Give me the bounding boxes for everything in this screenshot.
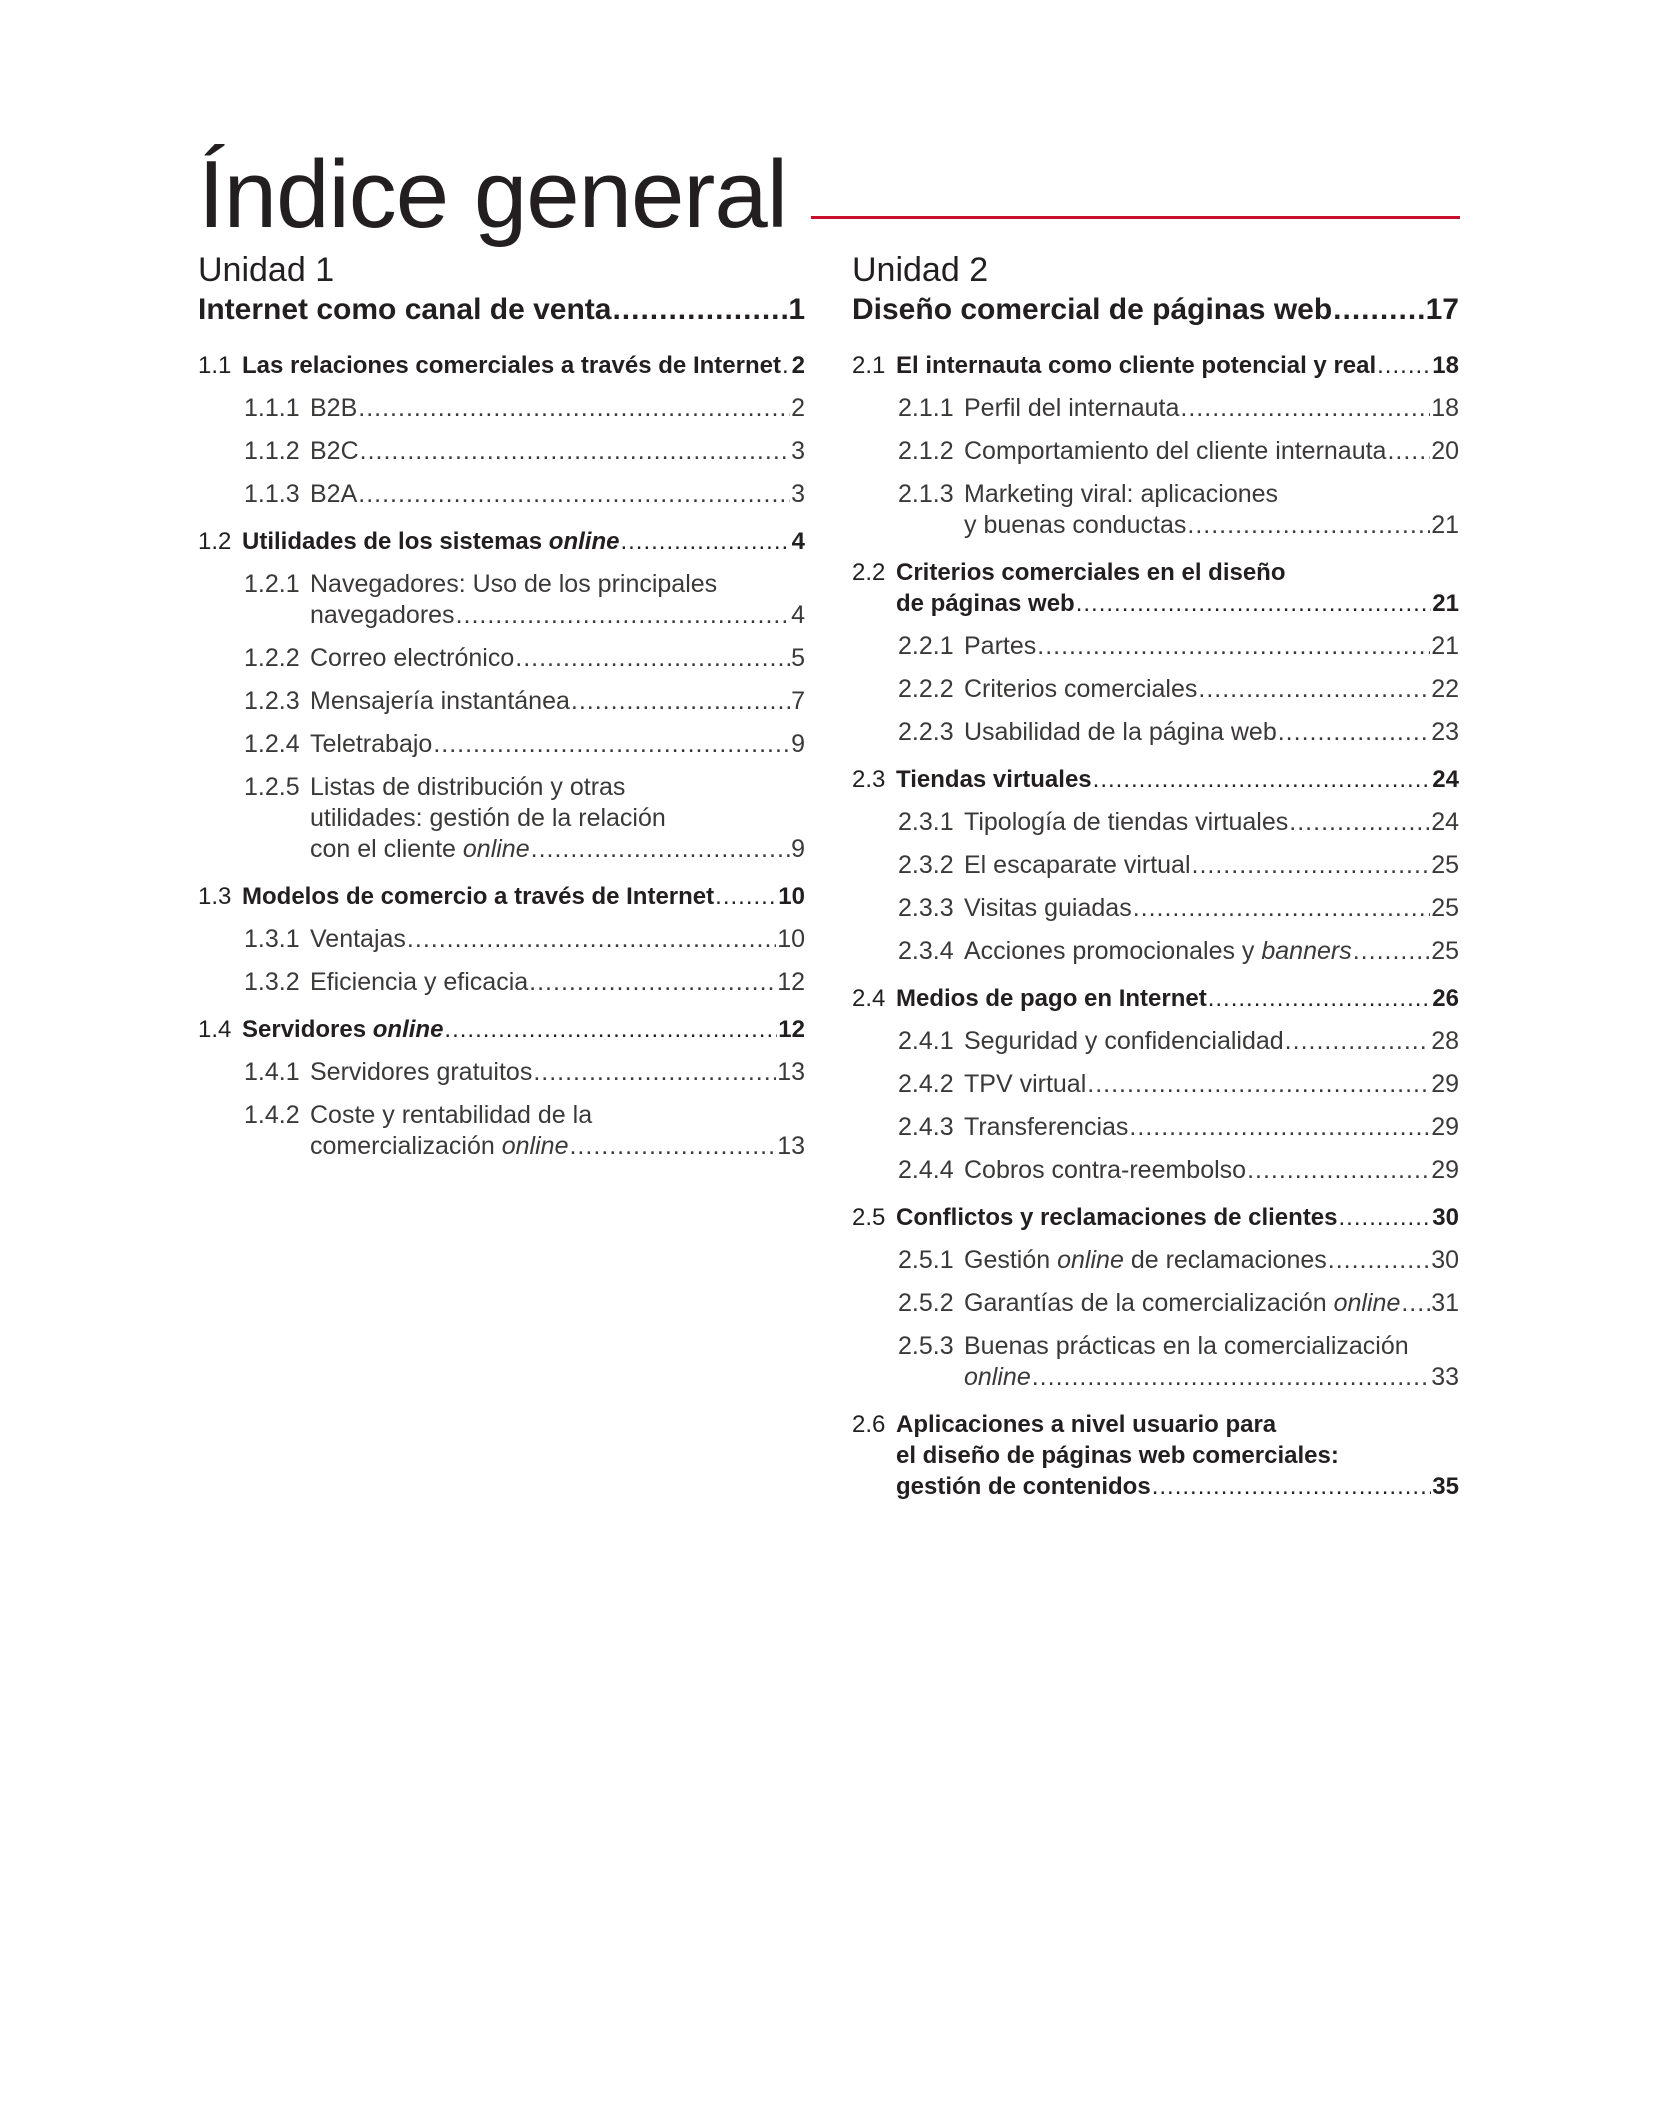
page-number: 2 [791, 352, 805, 379]
section-number: 1.1.3 [244, 480, 300, 508]
section-number: 2.4.3 [898, 1113, 954, 1141]
leader-dots [360, 436, 790, 467]
section-number: 2.4.2 [898, 1070, 954, 1098]
section-title: Medios de pago en Internet [896, 985, 1207, 1012]
toc-entry-1-2[interactable] [198, 526, 805, 557]
section-title: El internauta como cliente potencial y real [896, 352, 1377, 379]
section-title: Seguridad y confidencialidad [964, 1027, 1284, 1055]
page-number: 21 [1432, 590, 1459, 617]
leader-dots [531, 834, 790, 865]
section-number: 2.5 [852, 1204, 886, 1231]
toc-entry-1-2-2[interactable] [198, 643, 805, 674]
toc-entry-1-1-3[interactable] [198, 479, 805, 510]
leader-dots [1328, 1245, 1430, 1276]
toc-entry-1-3[interactable] [198, 881, 805, 912]
section-number: 2.4.4 [898, 1156, 954, 1184]
leader-dots [620, 526, 790, 557]
toc-entry-2-4-1[interactable] [852, 1026, 1459, 1057]
page-number: 4 [791, 528, 805, 555]
section-title: Navegadores: Uso de los principales [310, 570, 718, 598]
section-title: Transferencias [964, 1113, 1129, 1141]
leader-dots [1133, 893, 1430, 924]
leader-dots [1152, 1471, 1432, 1502]
leader-dots [715, 881, 777, 912]
section-number: 1.1.1 [244, 394, 300, 422]
section-title: Criterios comerciales [964, 675, 1198, 703]
page-number: 10 [778, 883, 805, 910]
section-number: 1.2.3 [244, 687, 300, 715]
section-number: 2.3 [852, 766, 886, 793]
section-title: B2A [310, 480, 358, 508]
page-number: 13 [777, 1058, 805, 1086]
section-number: 2.6 [852, 1411, 886, 1438]
section-title-cont: navegadores [310, 601, 455, 629]
toc-entry-2-5-2[interactable] [852, 1288, 1459, 1319]
toc-entry-1-4-2[interactable] [198, 1100, 805, 1162]
page-number: 24 [1432, 766, 1459, 793]
section-number: 2.4 [852, 985, 886, 1012]
section-title: Tipología de tiendas virtuales [964, 808, 1289, 836]
section-title: Perfil del internauta [964, 394, 1180, 422]
leader-dots [1093, 764, 1432, 795]
section-number: 2.2 [852, 559, 886, 586]
leader-dots [1401, 1288, 1430, 1319]
section-number: 2.3.1 [898, 808, 954, 836]
section-number: 2.1 [852, 352, 886, 379]
section-title-cont: con el cliente online [310, 835, 530, 863]
section-number: 2.2.1 [898, 632, 954, 660]
section-title-cont: de páginas web [896, 590, 1075, 617]
section-number: 2.5.3 [898, 1332, 954, 1360]
section-title: Modelos de comercio a través de Internet [242, 883, 715, 910]
leader-dots [444, 1014, 777, 1045]
section-number: 1.3.2 [244, 968, 300, 996]
page-number: 25 [1431, 894, 1459, 922]
section-title: Servidores online [242, 1016, 444, 1043]
section-number: 1.2.5 [244, 773, 300, 801]
toc-entry-2-4-2[interactable] [852, 1069, 1459, 1100]
unit-title-link[interactable] [198, 290, 805, 330]
page-number: 18 [1431, 394, 1459, 422]
leader-dots [1289, 807, 1430, 838]
page-number: 23 [1431, 718, 1459, 746]
section-title: Acciones promocionales y banners [964, 937, 1352, 965]
leader-dots [1208, 983, 1432, 1014]
toc-entry-1-1-1[interactable] [198, 393, 805, 424]
page-number: 22 [1431, 675, 1459, 703]
section-number: 1.4.2 [244, 1101, 300, 1129]
page-number: 26 [1432, 985, 1459, 1012]
page-number: 9 [791, 730, 805, 758]
section-title: Marketing viral: aplicaciones [964, 480, 1279, 508]
page-number: 17 [1425, 293, 1459, 326]
section-number: 2.2.2 [898, 675, 954, 703]
toc-entry-2-1-2[interactable] [852, 436, 1459, 467]
leader-dots [1333, 290, 1424, 330]
leader-dots [782, 350, 791, 381]
leader-dots [433, 729, 790, 760]
toc-entry-2-2[interactable] [852, 557, 1459, 619]
title-rule [811, 216, 1460, 219]
section-number: 1.2.2 [244, 644, 300, 672]
page-number: 31 [1431, 1289, 1459, 1317]
leader-dots [612, 290, 787, 330]
toc-entry-2-1-1[interactable] [852, 393, 1459, 424]
unit-title: Diseño comercial de páginas web [852, 293, 1333, 326]
section-title: Partes [964, 632, 1037, 660]
page-number: 33 [1431, 1363, 1459, 1391]
leader-dots [571, 686, 790, 717]
leader-dots [1278, 717, 1430, 748]
section-number: 2.3.3 [898, 894, 954, 922]
leader-dots [533, 1057, 776, 1088]
toc-entry-2-1-3[interactable] [852, 479, 1459, 541]
page-number: 30 [1431, 1246, 1459, 1274]
toc-entry-1-4-1[interactable] [198, 1057, 805, 1088]
page-number: 12 [778, 1016, 805, 1043]
page-number: 28 [1431, 1027, 1459, 1055]
section-title: Servidores gratuitos [310, 1058, 533, 1086]
page-number: 13 [777, 1132, 805, 1160]
toc-entry-2-4-3[interactable] [852, 1112, 1459, 1143]
page-number: 3 [791, 480, 805, 508]
section-title-cont: el diseño de páginas web comerciales: [896, 1442, 1339, 1469]
leader-dots [569, 1131, 776, 1162]
section-title: Visitas guiadas [964, 894, 1132, 922]
leader-dots [529, 967, 776, 998]
page-number: 29 [1431, 1070, 1459, 1098]
section-number: 2.2.3 [898, 718, 954, 746]
toc-entry-1-3-1[interactable] [198, 924, 805, 955]
toc-entry-2-3-4[interactable] [852, 936, 1459, 967]
page-title: Índice general [198, 141, 788, 248]
leader-dots [1247, 1155, 1430, 1186]
section-title-cont: y buenas conductas [964, 511, 1187, 539]
leader-dots [1387, 436, 1430, 467]
section-number: 1.3.1 [244, 925, 300, 953]
unit-label: Unidad 2 [852, 251, 989, 289]
section-number: 1.4.1 [244, 1058, 300, 1086]
section-number: 1.3 [198, 883, 232, 910]
leader-dots [515, 643, 790, 674]
page-number: 25 [1431, 937, 1459, 965]
leader-dots [1032, 1362, 1430, 1393]
page-number: 12 [777, 968, 805, 996]
page-number: 35 [1432, 1473, 1459, 1500]
section-title: B2B [310, 394, 358, 422]
section-title-cont: comercialización online [310, 1132, 569, 1160]
section-title: Conflictos y reclamaciones de clientes [896, 1204, 1338, 1231]
page-number: 5 [791, 644, 805, 672]
unit-label: Unidad 1 [198, 251, 335, 289]
section-title: Ventajas [310, 925, 406, 953]
section-number: 2.4.1 [898, 1027, 954, 1055]
leader-dots [407, 924, 776, 955]
section-title: Utilidades de los sistemas online [242, 528, 620, 555]
toc-entry-2-3-3[interactable] [852, 893, 1459, 924]
section-number: 2.3.4 [898, 937, 954, 965]
toc-entry-2-2-1[interactable] [852, 631, 1459, 662]
leader-dots [1129, 1112, 1430, 1143]
leader-dots [1192, 850, 1431, 881]
toc-entry-2-2-3[interactable] [852, 717, 1459, 748]
page-number: 21 [1431, 632, 1459, 660]
section-title: TPV virtual [964, 1070, 1087, 1098]
leader-dots [1180, 393, 1430, 424]
unit-1-column [198, 250, 805, 1162]
section-number: 1.4 [198, 1016, 232, 1043]
unit-2-column [852, 250, 1459, 1502]
section-title: Tiendas virtuales [896, 766, 1092, 793]
section-title: Buenas prácticas en la comercialización [964, 1332, 1409, 1360]
section-title: Criterios comerciales en el diseño [896, 559, 1286, 586]
page-number: 10 [777, 925, 805, 953]
section-title: Las relaciones comerciales a través de Internet [242, 352, 781, 379]
section-title: Cobros contra-reembolso [964, 1156, 1247, 1184]
page-number: 3 [791, 437, 805, 465]
toc-entry-2-4-4[interactable] [852, 1155, 1459, 1186]
section-number: 2.5.1 [898, 1246, 954, 1274]
leader-dots [1076, 588, 1432, 619]
page-number: 9 [791, 835, 805, 863]
section-title: Mensajería instantánea [310, 687, 570, 715]
page-number: 24 [1431, 808, 1459, 836]
leader-dots [358, 393, 790, 424]
leader-dots [358, 479, 790, 510]
page-number: 1 [788, 293, 805, 326]
toc-entry-2-3-1[interactable] [852, 807, 1459, 838]
section-title: Teletrabajo [310, 730, 433, 758]
section-number: 1.2.4 [244, 730, 300, 758]
page-number: 4 [791, 601, 805, 629]
leader-dots [1285, 1026, 1431, 1057]
section-number: 1.1.2 [244, 437, 300, 465]
section-title: El escaparate virtual [964, 851, 1191, 879]
section-title: Listas de distribución y otras [310, 773, 626, 801]
section-number: 2.3.2 [898, 851, 954, 879]
section-number: 2.1.2 [898, 437, 954, 465]
section-number: 1.2.1 [244, 570, 300, 598]
leader-dots [1339, 1202, 1432, 1233]
page-number: 30 [1432, 1204, 1459, 1231]
section-title: Gestión online de reclamaciones [964, 1246, 1327, 1274]
toc-entry-1-2-4[interactable] [198, 729, 805, 760]
toc-entry-1-2-3[interactable] [198, 686, 805, 717]
section-title: Correo electrónico [310, 644, 515, 672]
unit-title-link[interactable] [852, 290, 1459, 330]
toc-entry-2-1[interactable] [852, 350, 1459, 381]
page-number: 29 [1431, 1156, 1459, 1184]
page-number: 2 [791, 394, 805, 422]
section-title: Usabilidad de la página web [964, 718, 1277, 746]
section-title: Eficiencia y eficacia [310, 968, 529, 996]
page-number: 18 [1432, 352, 1459, 379]
toc-entry-1-3-2[interactable] [198, 967, 805, 998]
title-row [198, 140, 1460, 250]
toc-entry-2-3-2[interactable] [852, 850, 1459, 881]
leader-dots [1198, 674, 1430, 705]
toc-entry-2-2-2[interactable] [852, 674, 1459, 705]
page-number: 20 [1431, 437, 1459, 465]
toc-entry-1-1[interactable] [198, 350, 805, 381]
section-number: 1.2 [198, 528, 232, 555]
section-title-cont: utilidades: gestión de la relación [310, 804, 666, 832]
leader-dots [1353, 936, 1430, 967]
toc-entry-2-4[interactable] [852, 983, 1459, 1014]
toc-entry-1-4[interactable] [198, 1014, 805, 1045]
page-number: 29 [1431, 1113, 1459, 1141]
leader-dots [1037, 631, 1430, 662]
page-number: 25 [1431, 851, 1459, 879]
page-number: 7 [791, 687, 805, 715]
section-title: B2C [310, 437, 359, 465]
section-title: Coste y rentabilidad de la [310, 1101, 593, 1129]
toc-entry-1-2-1[interactable] [198, 569, 805, 631]
page-number: 21 [1431, 511, 1459, 539]
section-number: 2.1.3 [898, 480, 954, 508]
toc-entry-2-6[interactable] [852, 1409, 1459, 1502]
section-title: Comportamiento del cliente internauta [964, 437, 1387, 465]
section-title-cont: gestión de contenidos [896, 1473, 1151, 1500]
toc-entry-2-5-1[interactable] [852, 1245, 1459, 1276]
section-title: Garantías de la comercialización online [964, 1289, 1401, 1317]
leader-dots [1377, 350, 1431, 381]
toc-entry-1-1-2[interactable] [198, 436, 805, 467]
section-title-cont: online [964, 1363, 1031, 1391]
leader-dots [1087, 1069, 1430, 1100]
section-title: Aplicaciones a nivel usuario para [896, 1411, 1277, 1438]
toc-entry-2-5-3[interactable] [852, 1331, 1459, 1393]
toc-entry-2-5[interactable] [852, 1202, 1459, 1233]
leader-dots [1187, 510, 1430, 541]
section-number: 2.5.2 [898, 1289, 954, 1317]
toc-entry-1-2-5[interactable] [198, 772, 805, 865]
section-number: 2.1.1 [898, 394, 954, 422]
toc-entry-2-3[interactable] [852, 764, 1459, 795]
section-number: 1.1 [198, 352, 232, 379]
leader-dots [456, 600, 791, 631]
unit-title: Internet como canal de venta [198, 293, 612, 326]
